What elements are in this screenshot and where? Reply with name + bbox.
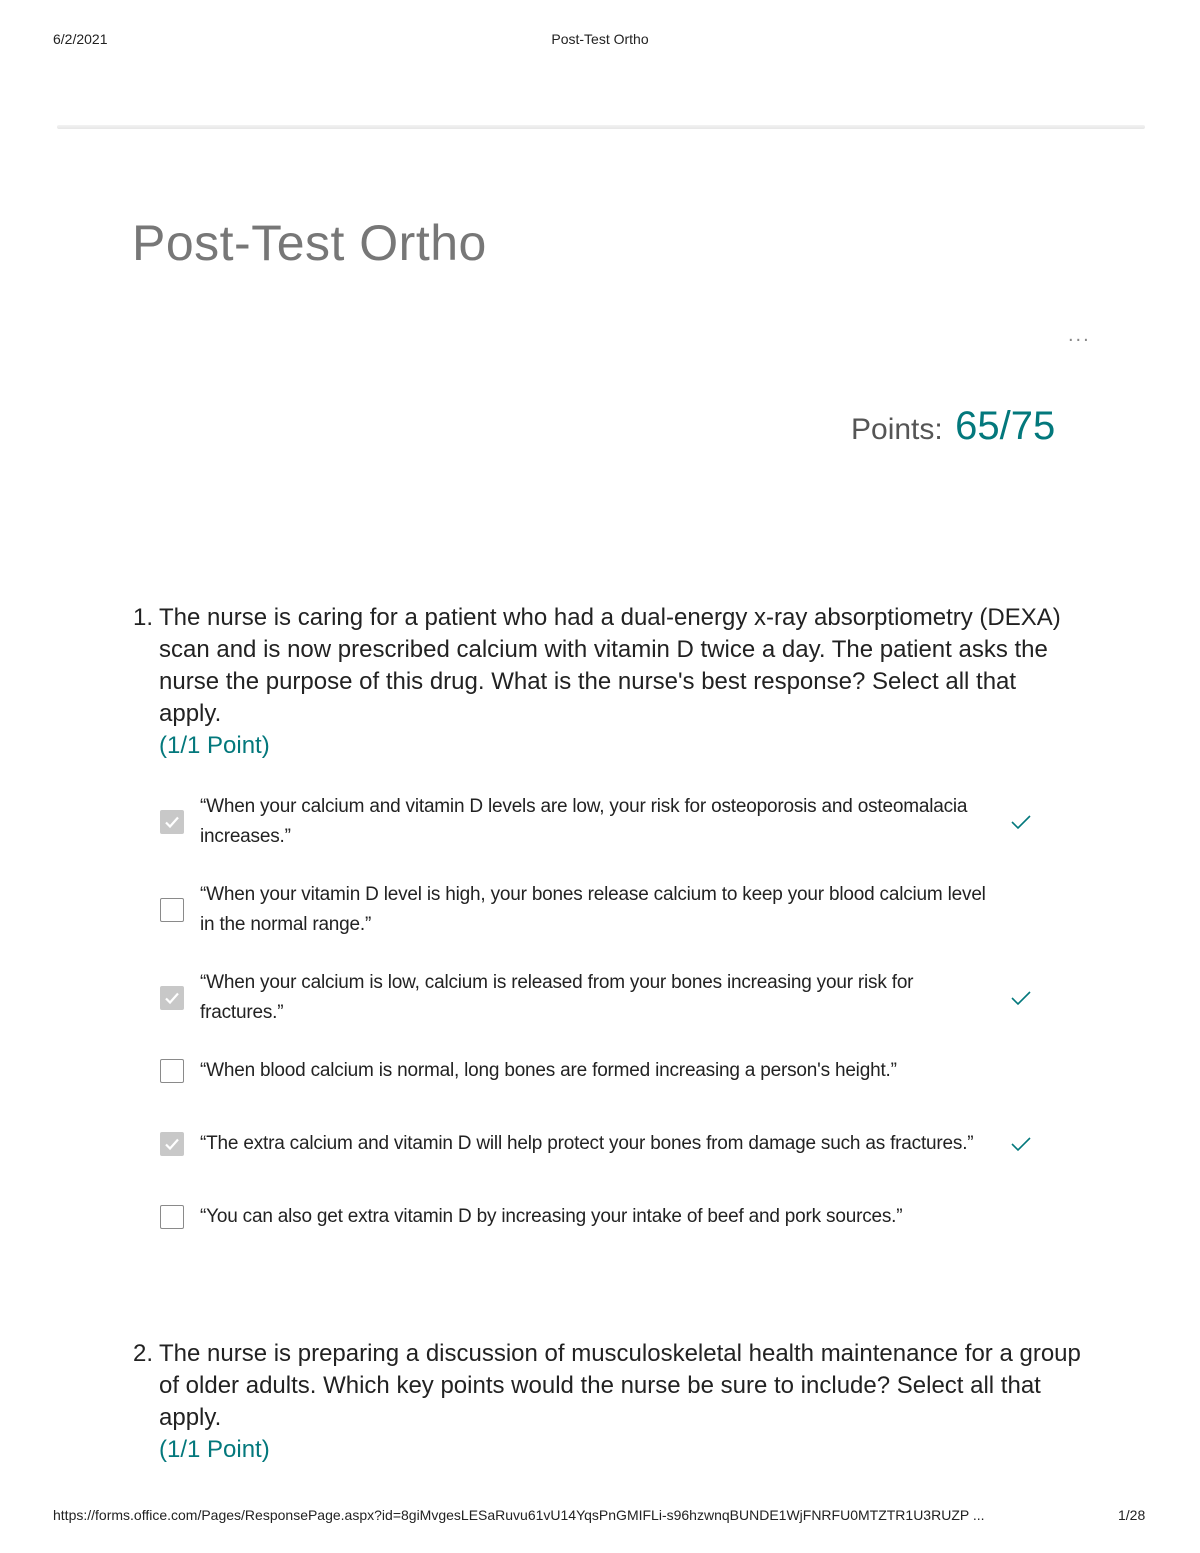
option-4[interactable] [160, 1056, 1083, 1086]
option-text: “When your calcium and vitamin D levels are low, your risk for osteoporosis and osteomalacia increases.” [200, 796, 968, 847]
check-icon [163, 813, 181, 831]
check-icon [163, 1135, 181, 1153]
option-3[interactable] [160, 968, 1083, 1028]
page-number: 1/28 [1118, 1507, 1146, 1523]
points-label: Points: [851, 413, 943, 446]
checkbox[interactable] [160, 1059, 184, 1083]
check-icon [163, 989, 181, 1007]
question-text: The nurse is preparing a discussion of musculoskeletal health maintenance for a group of older adults. Which key points would the nurse be sure to include? Select all that apply. [159, 1340, 1081, 1431]
checkbox[interactable] [160, 1205, 184, 1229]
question-header [133, 1338, 1083, 1466]
question-1 [133, 602, 1083, 1260]
page-title: Post-Test Ortho [132, 215, 487, 271]
option-text: “When blood calcium is normal, long bones are formed increasing a person's height.” [200, 1060, 897, 1081]
option-text: “When your vitamin D level is high, your bones release calcium to keep your blood calcium level in the normal range.” [200, 884, 986, 935]
checkbox[interactable] [160, 1132, 184, 1156]
option-text: “When your calcium is low, calcium is released from your bones increasing your risk for fractures.” [200, 972, 914, 1023]
question-points: (1/1 Point) [159, 732, 270, 759]
answer-options [160, 792, 1083, 1232]
option-text: “The extra calcium and vitamin D will help protect your bones from damage such as fractures.” [200, 1133, 974, 1154]
option-text: “You can also get extra vitamin D by increasing your intake of beef and pork sources.” [200, 1206, 903, 1227]
points-value: 65/75 [955, 404, 1056, 448]
print-date: 6/2/2021 [53, 31, 108, 47]
checkbox[interactable] [160, 810, 184, 834]
option-1[interactable] [160, 792, 1083, 852]
points-summary [851, 404, 1055, 449]
checkmark-icon [1010, 989, 1032, 1007]
option-6[interactable] [160, 1202, 1083, 1232]
option-2[interactable] [160, 880, 1083, 940]
question-number: 1. [133, 604, 154, 631]
print-header [0, 31, 1200, 51]
print-document-title: Post-Test Ortho [551, 31, 649, 47]
checkbox[interactable] [160, 898, 184, 922]
checkbox[interactable] [160, 986, 184, 1010]
question-text: The nurse is caring for a patient who had a dual-energy x-ray absorptiometry (DEXA) scan and is now prescribed calcium with vitamin D twice a day. The patient asks the nurse the purpose of this drug. What is the nurse's best response? Select all that apply. [159, 604, 1061, 727]
question-2 [133, 1338, 1083, 1466]
header-divider [57, 125, 1145, 129]
question-points: (1/1 Point) [159, 1436, 270, 1463]
checkmark-icon [1010, 1135, 1032, 1153]
option-5[interactable] [160, 1114, 1083, 1174]
more-horizontal-icon[interactable]: ... [1068, 324, 1091, 346]
page-url: https://forms.office.com/Pages/ResponsePage.aspx?id=8giMvgesLESaRuvu61vU14YqsPnGMIFLi-s96hzwnqBUNDE1WjFNRFU0MTZTR1U3RUZP ... [53, 1507, 985, 1523]
question-header [133, 602, 1083, 762]
question-number: 2. [133, 1340, 154, 1367]
checkmark-icon [1010, 813, 1032, 831]
